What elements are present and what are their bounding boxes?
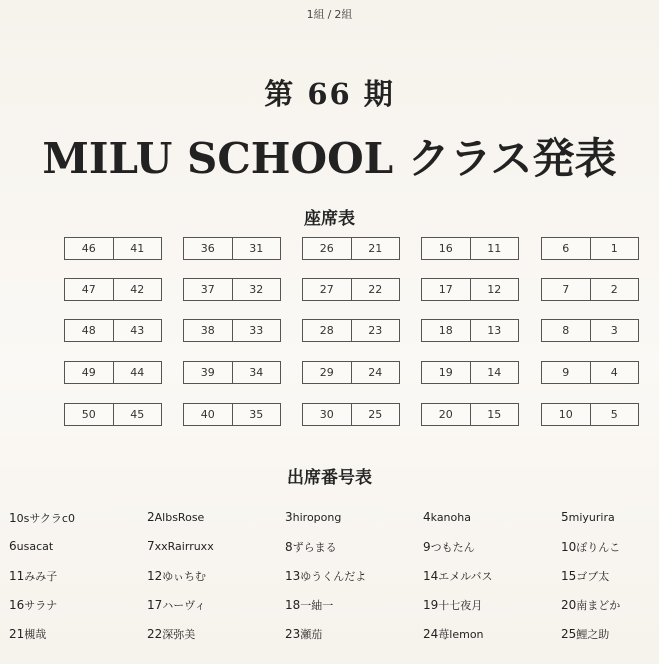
- seat-number: 17: [438, 283, 453, 296]
- seat-number: 4: [590, 362, 639, 383]
- student-name: 一紬一: [300, 599, 334, 612]
- seat-pair: [183, 319, 281, 342]
- seat-pair: [64, 237, 162, 260]
- class-breadcrumb: [0, 6, 659, 22]
- attendance-number: 1: [9, 511, 17, 525]
- seat-pair: [64, 361, 162, 384]
- student-name: 鯉之助: [576, 628, 610, 641]
- attendance-entry: [9, 510, 75, 526]
- attendance-number: 4: [423, 510, 431, 524]
- attendance-number: 5: [561, 510, 569, 524]
- seat-number: 46: [81, 242, 96, 255]
- attendance-entry: [147, 510, 204, 524]
- attendance-entry: [9, 597, 57, 613]
- breadcrumb-separator: /: [327, 8, 332, 21]
- attendance-entry: [9, 626, 46, 642]
- attendance-number: 8: [285, 540, 293, 554]
- seat-number: 43: [113, 320, 162, 341]
- student-name: ぽりんこ: [576, 541, 621, 554]
- student-name: miyurira: [568, 511, 615, 524]
- attendance-number: 15: [561, 569, 577, 583]
- seat-pair: [64, 278, 162, 301]
- seat-number: 2: [590, 279, 639, 300]
- attendance-entry: [561, 597, 620, 613]
- seat-number: 13: [470, 320, 519, 341]
- seat-pair: [302, 319, 400, 342]
- seat-number: 15: [470, 404, 519, 425]
- attendance-entry: [423, 597, 482, 613]
- student-name: みみ子: [24, 570, 58, 583]
- seat-number: 44: [113, 362, 162, 383]
- seat-number: 48: [81, 324, 96, 337]
- seat-number: 40: [200, 408, 215, 421]
- student-name: xxRairruxx: [154, 540, 214, 553]
- attendance-entry: [147, 597, 206, 613]
- attendance-number: 20: [561, 598, 577, 612]
- attendance-entry: [423, 510, 471, 524]
- seat-number: 31: [232, 238, 281, 259]
- attendance-number: 24: [423, 627, 439, 641]
- student-name: 深弥美: [162, 628, 196, 641]
- attendance-number: 25: [561, 627, 577, 641]
- seat-pair: [183, 237, 281, 260]
- seat-number: 45: [113, 404, 162, 425]
- attendance-number: 21: [9, 627, 25, 641]
- attendance-entry: [147, 626, 195, 642]
- attendance-entry: [9, 539, 53, 553]
- attendance-number: 2: [147, 510, 155, 524]
- attendance-entry: [147, 568, 206, 584]
- attendance-number: 13: [285, 569, 301, 583]
- seat-number: 23: [351, 320, 400, 341]
- attendance-entry: [285, 568, 366, 584]
- attendance-entry: [285, 510, 341, 524]
- student-name: ハーヴィ: [162, 599, 206, 612]
- attendance-entry: [9, 568, 57, 584]
- seat-number: 26: [319, 242, 334, 255]
- student-name: エメルバス: [438, 570, 493, 583]
- attendance-entry: [423, 539, 475, 555]
- attendance-number: 7: [147, 539, 155, 553]
- attendance-number: 11: [9, 569, 25, 583]
- student-name: 0sサクラc0: [16, 512, 75, 525]
- seating-chart-heading: 座席表: [304, 209, 355, 229]
- seat-number: 22: [351, 279, 400, 300]
- seat-number: 7: [562, 283, 570, 296]
- attendance-entry: [561, 510, 615, 524]
- seat-number: 32: [232, 279, 281, 300]
- seat-number: 39: [200, 366, 215, 379]
- seat-pair: [541, 361, 639, 384]
- attendance-number: 17: [147, 598, 163, 612]
- seat-pair: [64, 403, 162, 426]
- seat-pair: [302, 361, 400, 384]
- term-title: 第 66 期: [264, 77, 395, 111]
- student-name: ずらまる: [292, 541, 337, 554]
- attendance-number: 6: [9, 539, 17, 553]
- attendance-number: 9: [423, 540, 431, 554]
- student-name: 槻哉: [24, 628, 47, 641]
- seat-number: 1: [590, 238, 639, 259]
- seat-pair: [541, 278, 639, 301]
- student-name: つもたん: [430, 541, 475, 554]
- attendance-number: 14: [423, 569, 439, 583]
- seat-pair: [302, 278, 400, 301]
- seat-pair: [421, 278, 519, 301]
- attendance-number: 3: [285, 510, 293, 524]
- seat-number: 27: [319, 283, 334, 296]
- seat-pair: [64, 319, 162, 342]
- seat-number: 37: [200, 283, 215, 296]
- seat-number: 28: [319, 324, 334, 337]
- seat-number: 49: [81, 366, 96, 379]
- attendance-entry: [423, 568, 493, 584]
- seat-number: 9: [562, 366, 570, 379]
- seat-pair: [183, 361, 281, 384]
- page-title: MILU SCHOOL クラス発表: [42, 134, 617, 183]
- student-name: ゆぃちむ: [162, 570, 207, 583]
- class-1-link[interactable]: 1組: [306, 8, 325, 21]
- seat-number: 21: [351, 238, 400, 259]
- student-name: サラナ: [24, 599, 58, 612]
- seat-number: 6: [562, 242, 570, 255]
- seat-number: 5: [590, 404, 639, 425]
- attendance-entry: [423, 626, 484, 642]
- seat-number: 36: [200, 242, 215, 255]
- attendance-number: 18: [285, 598, 301, 612]
- student-name: 瀬茄: [300, 628, 323, 641]
- attendance-number: 10: [561, 540, 577, 554]
- attendance-number: 23: [285, 627, 301, 641]
- attendance-list-heading: 出席番号表: [287, 468, 372, 488]
- seat-number: 20: [438, 408, 453, 421]
- student-name: 苺lemon: [438, 628, 484, 641]
- seat-number: 41: [113, 238, 162, 259]
- attendance-entry: [285, 597, 333, 613]
- seat-number: 12: [470, 279, 519, 300]
- attendance-entry: [285, 626, 322, 642]
- seat-number: 11: [470, 238, 519, 259]
- seat-pair: [421, 237, 519, 260]
- seat-pair: [541, 237, 639, 260]
- attendance-entry: [147, 539, 214, 553]
- student-name: ゴブ太: [576, 570, 610, 583]
- class-2-link[interactable]: 2組: [334, 8, 353, 21]
- seat-number: 19: [438, 366, 453, 379]
- attendance-entry: [561, 568, 609, 584]
- seat-number: 18: [438, 324, 453, 337]
- seat-number: 29: [319, 366, 334, 379]
- attendance-number: 22: [147, 627, 163, 641]
- seat-pair: [541, 319, 639, 342]
- attendance-number: 12: [147, 569, 163, 583]
- seat-pair: [302, 237, 400, 260]
- seat-number: 30: [319, 408, 334, 421]
- seat-pair: [421, 319, 519, 342]
- student-name: 十七夜月: [438, 599, 483, 612]
- seat-number: 8: [562, 324, 570, 337]
- attendance-number: 19: [423, 598, 439, 612]
- student-name: hiropong: [292, 511, 342, 524]
- seat-pair: [421, 403, 519, 426]
- student-name: 南まどか: [576, 599, 621, 612]
- seat-number: 25: [351, 404, 400, 425]
- student-name: AlbsRose: [154, 511, 205, 524]
- seat-number: 16: [438, 242, 453, 255]
- seating-chart: [0, 237, 659, 432]
- attendance-entry: [561, 539, 620, 555]
- attendance-entry: [561, 626, 609, 642]
- student-name: ゆうくんだよ: [300, 570, 367, 583]
- seat-pair: [421, 361, 519, 384]
- student-name: kanoha: [430, 511, 471, 524]
- seat-number: 10: [558, 408, 573, 421]
- seat-number: 42: [113, 279, 162, 300]
- seat-pair: [183, 278, 281, 301]
- seat-number: 33: [232, 320, 281, 341]
- seat-number: 35: [232, 404, 281, 425]
- seat-pair: [302, 403, 400, 426]
- seat-number: 14: [470, 362, 519, 383]
- seat-number: 34: [232, 362, 281, 383]
- seat-number: 47: [81, 283, 96, 296]
- seat-number: 24: [351, 362, 400, 383]
- seat-pair: [541, 403, 639, 426]
- seat-number: 38: [200, 324, 215, 337]
- student-name: usacat: [16, 540, 54, 553]
- seat-pair: [183, 403, 281, 426]
- seat-number: 50: [81, 408, 96, 421]
- seat-number: 3: [590, 320, 639, 341]
- attendance-entry: [285, 539, 337, 555]
- attendance-number: 16: [9, 598, 25, 612]
